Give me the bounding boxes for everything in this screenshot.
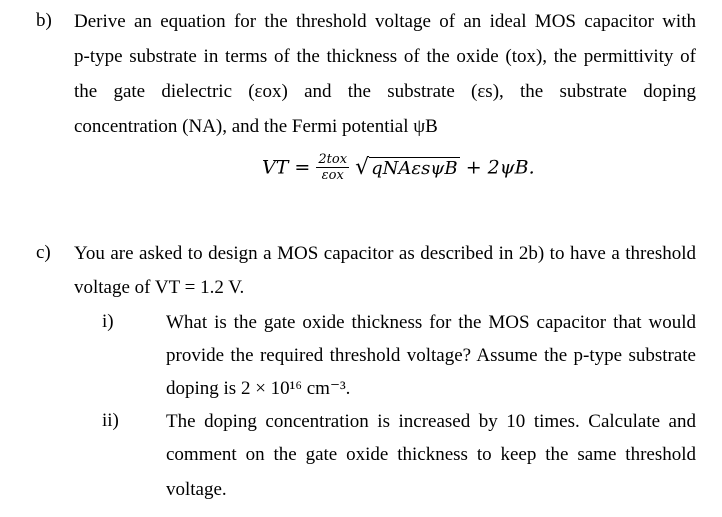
sub-i-line-2: provide the required threshold voltage? Assume the p-type substrate (166, 345, 696, 366)
part-b-line-3: the gate dielectric (εox) and the substrate (εs), the substrate doping (74, 81, 696, 102)
part-b-label: b) (36, 10, 52, 31)
equation-fraction (316, 152, 349, 183)
part-b-line-4: concentration (NA), and the Fermi potential ψB (74, 116, 438, 137)
threshold-equation (262, 152, 535, 192)
part-b-line-1: Derive an equation for the threshold voltage of an ideal MOS capacitor with (74, 11, 696, 32)
equation-lhs: VT = (262, 156, 311, 179)
sub-i-label: i) (102, 311, 114, 332)
sub-ii-label: ii) (102, 410, 119, 431)
part-c-label: c) (36, 242, 51, 263)
sub-ii-line-2: comment on the gate oxide thickness to keep the same threshold (166, 444, 696, 465)
equation-tail: + 2ψB. (465, 156, 535, 179)
sub-ii-line-3: voltage. (166, 479, 227, 500)
part-c-line-2: voltage of VT = 1.2 V. (74, 277, 245, 298)
radicand: qNAεsψB (371, 158, 458, 179)
sub-i-line-1: What is the gate oxide thickness for the MOS capacitor that would (166, 312, 696, 333)
sub-i-line-3: doping is 2 × 10¹⁶ cm⁻³. (166, 378, 351, 399)
part-b-line-2: p-type substrate in terms of the thickness of the oxide (tox), the permittivity of (74, 46, 696, 67)
sub-ii-line-1: The doping concentration is increased by 10 times. Calculate and (166, 411, 696, 432)
fraction-denominator: εox (321, 168, 344, 183)
radical-sign-icon: √ (355, 155, 370, 180)
square-root (355, 155, 460, 180)
part-c-line-1: You are asked to design a MOS capacitor as described in 2b) to have a threshold (74, 243, 696, 264)
fraction-numerator: 2tox (318, 152, 348, 167)
